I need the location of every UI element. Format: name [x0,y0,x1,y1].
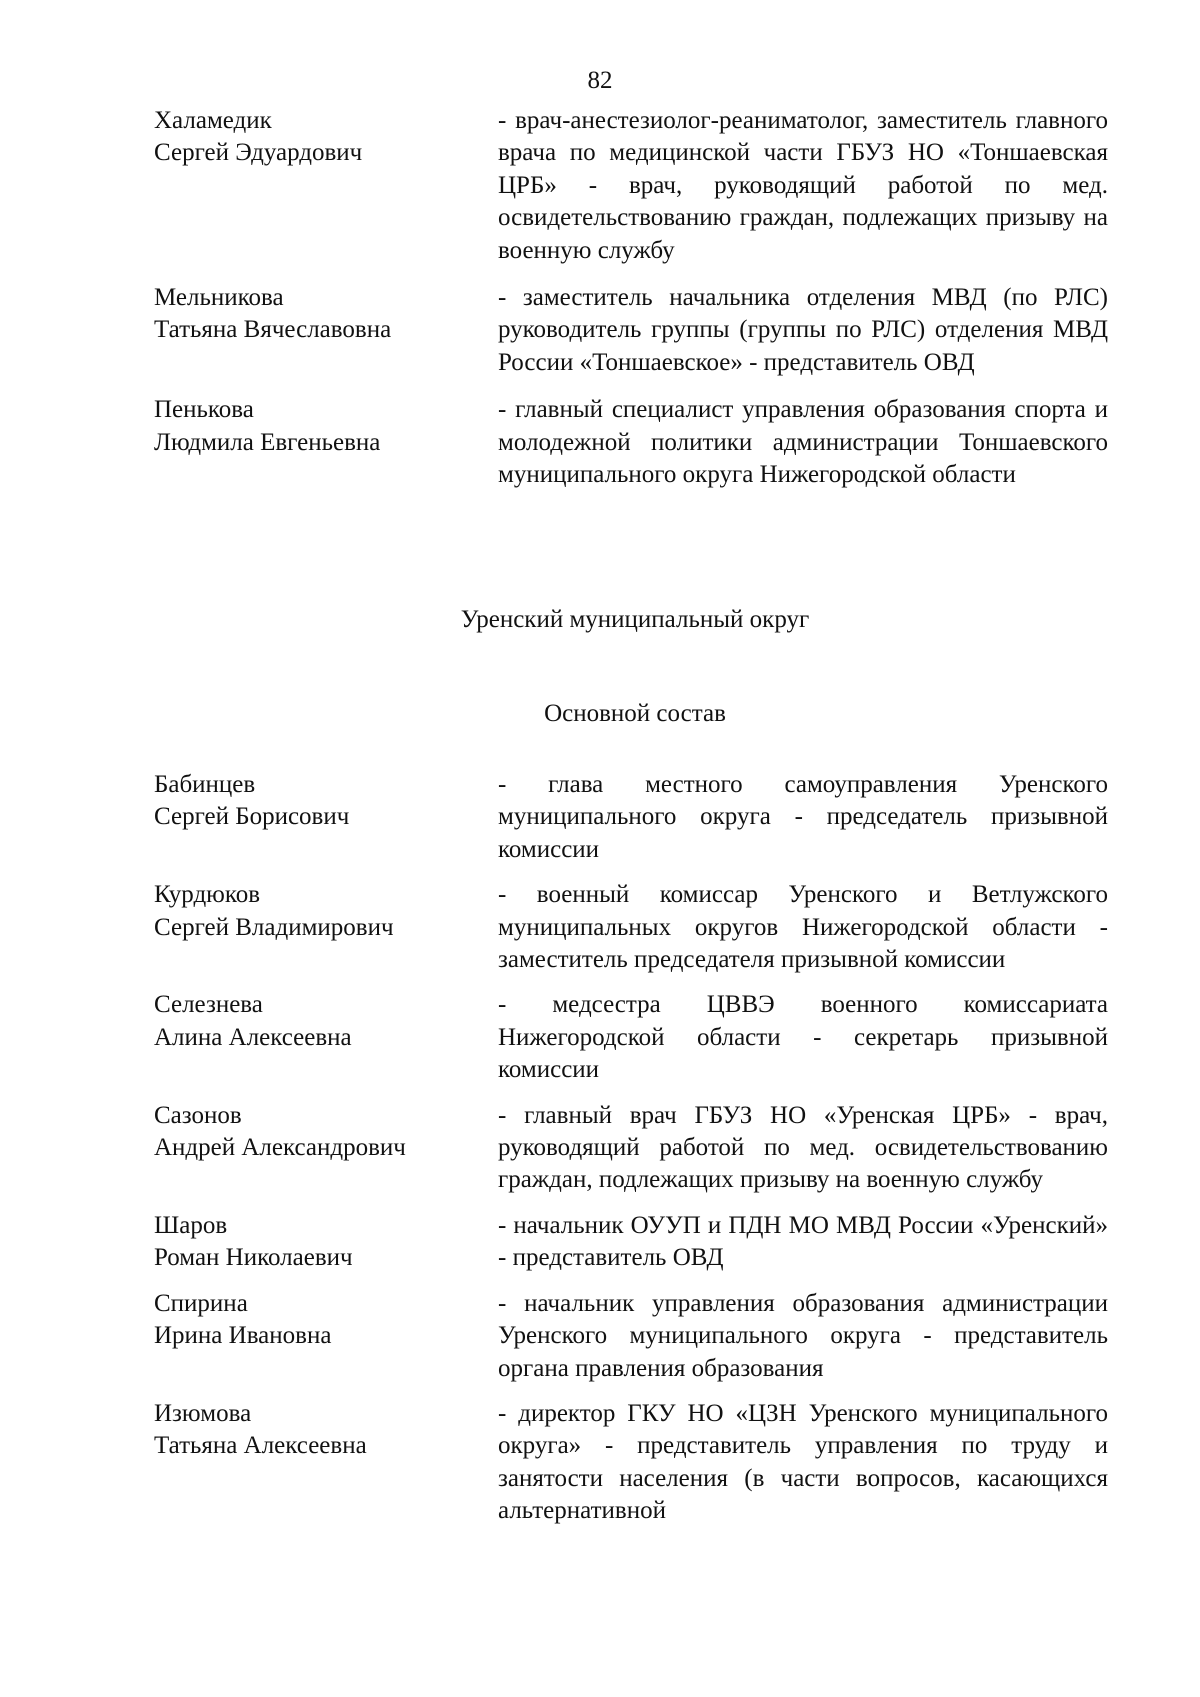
member-entry [154,282,1108,379]
member-given-names: Сергей Эдуардович [154,139,363,167]
member-surname: Сазонов [154,1101,242,1129]
member-name [154,879,474,944]
member-list-tonshaevo [154,105,1108,491]
page-number: 82 [587,67,613,94]
member-surname: Шаров [154,1211,228,1239]
member-given-names: Андрей Александрович [154,1134,406,1162]
member-role: - директор ГКУ НО «ЦЗН Уренского муниципального округа» - представитель управления по труду и занятости населения (в части вопросов, касающихся альтернативной [498,1399,1108,1525]
member-role: - начальник ОУУП и ПДН МО МВД России «Уренский» - представитель ОВД [498,1211,1108,1272]
member-role: - военный комиссар Уренского и Ветлужского муниципальных округов Нижегородской области - заместитель председателя призывной комиссии [498,881,1108,974]
member-role: - главный специалист управления образования спорта и молодежной политики администрации Тоншаевского муниципального округа Нижегородской области [498,396,1108,489]
member-name [154,1210,474,1275]
member-given-names: Роман Николаевич [154,1244,353,1272]
composition-heading [0,698,1200,730]
member-surname: Селезнева [154,991,263,1019]
member-surname: Халамедик [154,107,272,134]
member-name [154,1288,474,1353]
member-entry [154,879,1108,976]
composition-heading-text: Основной состав [544,700,726,727]
member-name [154,1100,474,1165]
member-given-names: Алина Алексеевна [154,1023,352,1051]
member-list-uren [154,769,1108,1528]
member-entry [154,1210,1108,1275]
member-entry [154,1288,1108,1385]
member-role: - врач-анестезиолог-реаниматолог, заместитель главного врача по медицинской части ГБУЗ НО «Тоншаевская ЦРБ» - врач, руководящий работой по мед. освидетельствованию граждан, подлежащих призыву на военную службу [498,107,1108,264]
member-name [154,394,474,459]
member-given-names: Татьяна Вячеславовна [154,316,392,344]
member-role: - медсестра ЦВВЭ военного комиссариата Нижегородской области - секретарь призывной комиссии [498,991,1108,1084]
member-name [154,769,474,834]
member-entry [154,769,1108,866]
district-heading [0,604,1200,636]
district-heading-text: Уренский муниципальный округ [460,606,810,633]
member-entry [154,1100,1108,1197]
member-role: - главный врач ГБУЗ НО «Уренская ЦРБ» - врач, руководящий работой по мед. освидетельствованию граждан, подлежащих призыву на военную службу [498,1101,1108,1194]
member-given-names: Сергей Владимирович [154,913,394,941]
member-surname: Пенькова [154,396,254,424]
member-name [154,989,474,1054]
member-role: - заместитель начальника отделения МВД (по РЛС) руководитель группы (группы по РЛС) отделения МВД России «Тоншаевское» - представитель ОВД [498,284,1108,376]
member-surname: Изюмова [154,1399,252,1427]
member-given-names: Людмила Евгеньевна [154,428,381,456]
member-surname: Мельникова [154,284,284,312]
member-given-names: Татьяна Алексеевна [154,1432,367,1460]
member-surname: Курдюков [154,881,261,909]
member-entry [154,394,1108,491]
member-surname: Спирина [154,1289,248,1317]
member-entry [154,105,1108,267]
member-name [154,282,474,347]
member-given-names: Сергей Борисович [154,803,350,831]
member-role: - глава местного самоуправления Уренского муниципального округа - председатель призывной комиссии [498,771,1108,863]
member-role: - начальник управления образования администрации Уренского муниципального округа - представитель органа правления образования [498,1289,1108,1382]
member-given-names: Ирина Ивановна [154,1322,332,1350]
member-entry [154,989,1108,1086]
member-name [154,105,474,170]
member-name [154,1398,474,1463]
member-surname: Бабинцев [154,771,256,798]
member-entry [154,1398,1108,1528]
